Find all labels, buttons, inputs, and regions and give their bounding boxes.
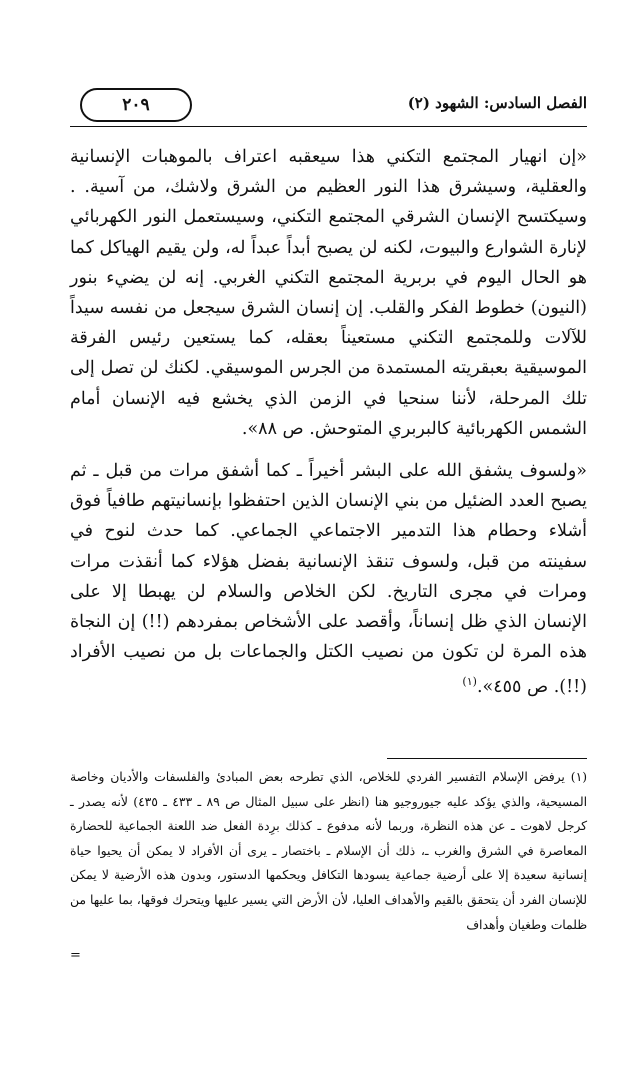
- main-text: [70, 142, 587, 702]
- header-divider: [70, 126, 587, 127]
- quote-paragraph-2-text: «ولسوف يشفق الله على البشر أخيراً ـ كما أشفق مرات من قبل ـ ثم يصبح العدد الضئيل من بني الإنسان الذين احتفظوا بإنسانيتهم طافياً فوق أشلاء وحطام هذا التدمير الاجتماعي الجماعي. كما حدث لنوح في سفينته من قبل، ولسوف تنقذ الإنسانية بفضل هؤلاء كما أنقذت مرات ومرات في مجرى التاريخ. لكن الخلاص والسلام لن يهبطا إلا على الإنسان الذي ظل إنساناً، وأقصد على الأشخاص بمفردهم (!!) إن النجاة هذه المرة لن تكون من نصيب الكتل والجماعات بل من نصيب الأفراد (!!). ص ٤٥٥».: [70, 461, 587, 698]
- quote-paragraph-1: «إن انهيار المجتمع التكني هذا سيعقبه اعتراف بالموهبات الإنسانية والعقلية، وسيشرق هذا النور العظيم من الشرق ولاشك، من آسية. . وسيكتسح الإنسان الشرقي المجتمع التكني، وسيستعمل النور الكهربائي لإنارة الشوارع والبيوت، لكنه لن يصبح أبداً عبداً له، ولن يقيم الهياكل كما هو الحال اليوم في بربرية المجتمع التكني الغربي. إنه لن يضيء بنور (النيون) خطوط الفكر والقلب. إن إنسان الشرق سيجعل من نفسه سيداً للآلات وللمجتمع التكني مستعيناً بعقله، كما يستعين رئيس الفرقة الموسيقية بعبقريته المستمدة من الجرس الموسيقي. لكنك لن تصل إلى تلك المرحلة، لأننا سنحيا في الزمن الذي يخشع فيه الإنسان أمام الشمس الكهربائية كالبربري المتوحش. ص ٨٨».: [70, 147, 587, 439]
- footnote-reference: (١): [462, 675, 477, 689]
- quote-paragraph-2: [70, 456, 587, 702]
- page-number: ٢٠٩: [80, 88, 192, 122]
- chapter-title: الفصل السادس: الشهود (٢): [407, 94, 587, 112]
- continuation-mark: =: [70, 948, 81, 963]
- footnote-text: (١) يرفض الإسلام التفسير الفردي للخلاص، الذي تطرحه بعض المبادئ والفلسفات والأديان وخاصة المسيحية، والذي يؤكد عليه جيوروجيو هنا (انظر على سبيل المثال ص ٨٩ ـ ٤٣٣ ـ ٤٣٥) لأنه يصدر ـ كرجل لاهوت ـ عن هذه النظرة، وربما لأنه مدفوع ـ كذلك برِدة الفعل ضد اللعنة الجماعية للحضارة المعاصرة في الشرق والغرب ـ، ذلك أن الإسلام ـ باختصار ـ يرى أن الأفراد لا يمكن أن يحيوا حياة إنسانية سعيدة إلا على أرضية جماعية يسودها التكافل ويحكمها الدستور، وبدون هذه الأرضية لا يمكن للإنسان الفرد أن يتحقق بالقيم والأهداف العليا، لأن الأرض التي يسير عليها ويتحرك فوقها، بما عليها من ظلمات وطغيان وأهداف: [70, 770, 588, 932]
- footnote-divider: [387, 758, 587, 759]
- page-header: [70, 88, 587, 126]
